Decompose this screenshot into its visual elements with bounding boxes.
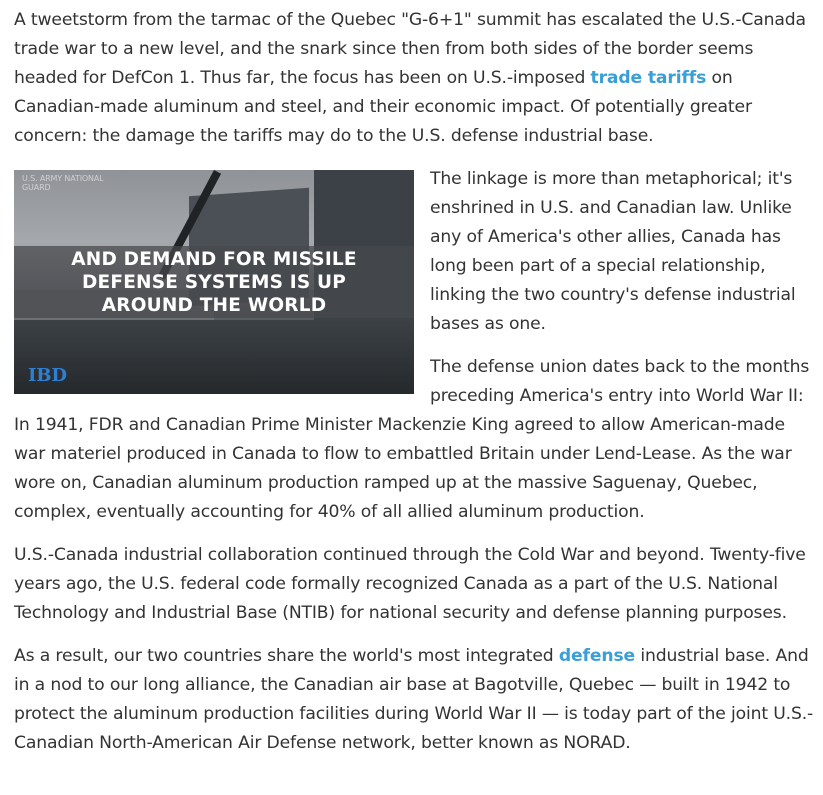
video-caption-band <box>14 246 414 318</box>
paragraph-1-text-b: on Canadian-made aluminum and steel, and their economic impact. Of potentially greater concern: the damage the tariffs may do to the U.S. defense industrial base. <box>14 68 752 146</box>
paragraph-4: U.S.-Canada industrial collaboration continued through the Cold War and beyond. Twenty-five years ago, the U.S. federal code formally recognized Canada as a part of the U.S. National Technology and Industrial Base (NTIB) for national security and defense planning purposes. <box>14 545 806 623</box>
paragraph-5-text-a: As a result, our two countries share the world's most integrated <box>14 646 559 666</box>
trade-tariffs-link[interactable]: trade tariffs <box>590 68 707 88</box>
launcher-truck-image <box>14 320 414 394</box>
defense-link[interactable]: defense <box>558 646 636 666</box>
paragraph-1-text-a: A tweetstorm from the tarmac of the Quebec "G-6+1" summit has escalated the U.S.-Canada trade war to a new level, and the snark since then from both sides of the border seems headed for DefCon 1. Thus far, the focus has been on U.S.-imposed <box>14 10 806 88</box>
paragraph-5-text-b: industrial base. And in a nod to our long alliance, the Canadian air base at Bagotville, Quebec — built in 1942 to protect the aluminum production facilities during World War II — is today part of the joint U.S.-Canadian North-American Air Defense network, better known as NORAD. <box>14 646 814 753</box>
video-caption: AND DEMAND FOR MISSILE DEFENSE SYSTEMS IS UP AROUND THE WORLD <box>71 248 357 316</box>
video-watermark: U.S. ARMY NATIONAL GUARD <box>22 174 104 192</box>
paragraph-5 <box>14 642 814 758</box>
paragraph-2: The linkage is more than metaphorical; it's enshrined in U.S. and Canadian law. Unlike any of America's other allies, Canada has long been part of a special relationship, linking the two country's defense industrial bases as one. <box>430 169 796 334</box>
paragraph-3: The defense union dates back to the months preceding America's entry into World War II: In 1941, FDR and Canadian Prime Minister Mackenzie King agreed to allow American-made war materiel produced in Canada to flow to embattled Britain under Lend-Lease. As the war wore on, Canadian aluminum production ramped up at the massive Saguenay, Quebec, complex, eventually accounting for 40% of all allied aluminum production. <box>14 357 810 522</box>
ibd-logo: IBD <box>28 365 67 386</box>
paragraph-1 <box>14 6 814 151</box>
video-thumbnail[interactable] <box>14 170 414 394</box>
